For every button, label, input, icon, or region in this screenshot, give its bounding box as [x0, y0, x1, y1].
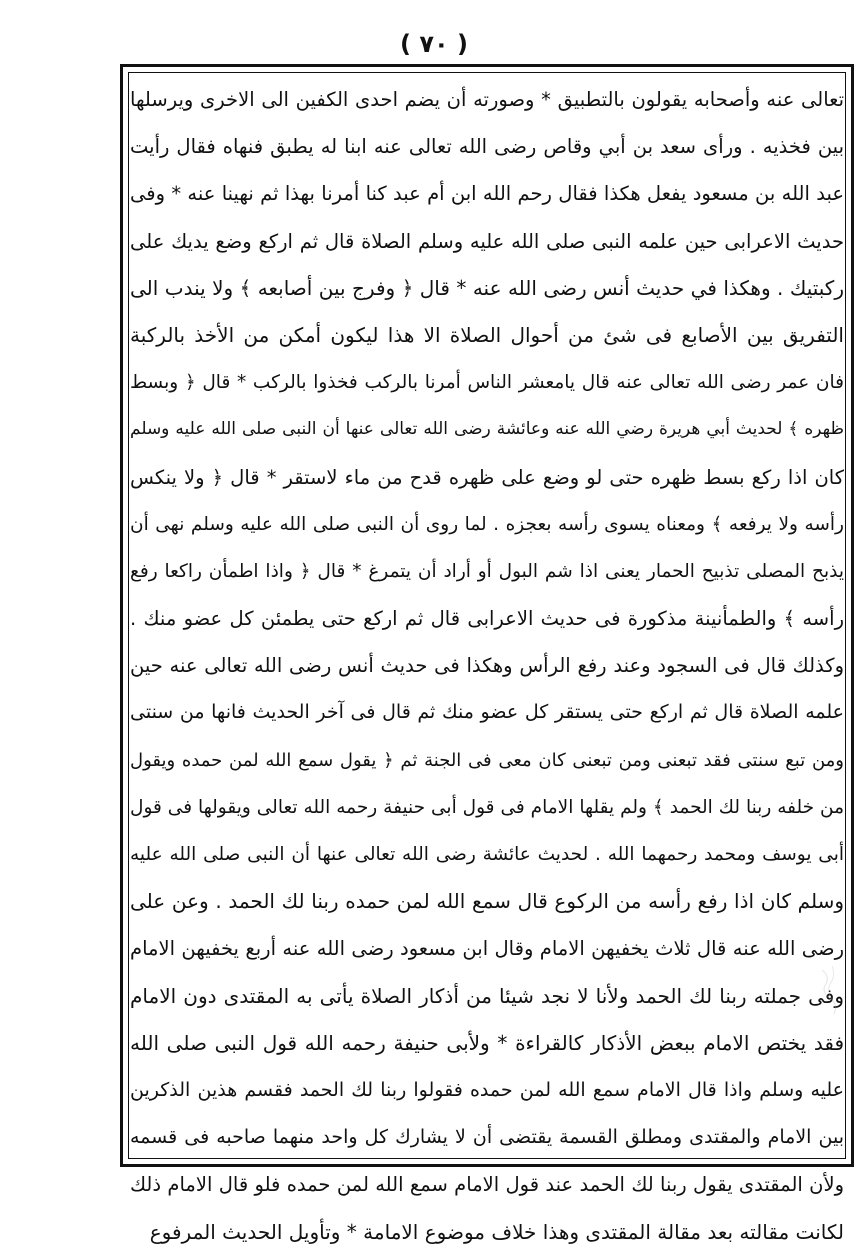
- text-line: رأسه ولا يرفعه ﴾ ومعناه يسوى رأسه بعجزه . لما روى أن النبى صلى الله عليه وسلم نهى أن: [130, 513, 844, 535]
- text-line: بين الامام والمقتدى ومطلق القسمة يقتضى أن لا يشارك كل واحد منهما صاحبه فى قسمه: [130, 1126, 844, 1149]
- text-line: من خلفه ربنا لك الحمد ﴾ ولم يقلها الامام فى قول أبى حنيفة رحمه الله تعالى ويقولها فى قول: [130, 796, 844, 818]
- text-line: كان اذا ركع بسط ظهره حتى لو وضع على ظهره قدح من ماء لاستقر * قال ﴿ ولا ينكس: [130, 465, 844, 489]
- text-line: يذبح المصلى تذبيح الحمار يعنى اذا شم البول أو أراد أن يتمرغ * قال ﴿ واذا اطمأن راكعا رفع: [130, 560, 844, 582]
- text-line: تعالى عنه وأصحابه يقولون بالتطبيق * وصورته أن يضم احدى الكفين الى الاخرى ويرسلها: [130, 88, 844, 111]
- text-line: عليه وسلم واذا قال الامام سمع الله لمن حمده فقولوا ربنا لك الحمد فقسم هذين الذكرين: [130, 1078, 844, 1101]
- text-line: علمه الصلاة قال ثم اركع حتى يستقر كل عضو منك ثم قال فى آخر الحديث فانها من سنتى: [130, 701, 844, 724]
- text-line: حديث الاعرابى حين علمه النبى صلى الله عليه وسلم الصلاة قال ثم اركع وضع يديك على: [130, 229, 844, 253]
- text-line: وسلم كان اذا رفع رأسه من الركوع قال سمع الله لمن حمده ربنا لك الحمد . وعن على: [130, 889, 844, 914]
- margin-smudge: [816, 960, 844, 1020]
- text-line: التفريق بين الأصابع فى شئ من أحوال الصلاة الا هذا ليكون أمكن من الأخذ بالركبة: [130, 322, 844, 347]
- text-line: وكذلك قال فى السجود وعند رفع الرأس وهكذا فى حديث أنس رضى الله تعالى عنه حين: [130, 654, 844, 678]
- text-line: رضى الله عنه قال ثلاث يخفيهن الامام وقال ابن مسعود رضى الله عنه أربع يخفيهن الامام: [130, 937, 844, 961]
- text-line: وفى جملته ربنا لك الحمد ولأنا لا نجد شيئا من أذكار الصلاة يأتى به المقتدى دون الامام: [130, 983, 844, 1008]
- text-line: فقد يختص الامام ببعض الأذكار كالقراءة * ولأبى حنيفة رحمه الله قول النبى صلى الله: [130, 1030, 844, 1055]
- text-line: ركبتيك . وهكذا في حديث أنس رضى الله عنه * قال ﴿ وفرج بين أصابعه ﴾ ولا يندب الى: [130, 275, 844, 300]
- text-line: أبى يوسف ومحمد رحمهما الله . لحديث عائشة رضى الله تعالى عنها أن النبى صلى الله عليه: [130, 844, 844, 865]
- text-line: عبد الله بن مسعود يفعل هكذا فقال رحم الله ابن أم عبد كنا أمرنا بهذا ثم نهينا عنه * وفى: [130, 182, 844, 206]
- text-line: فان عمر رضى الله تعالى عنه قال يامعشر الناس أمرنا بالركب فخذوا بالركب * قال ﴿ وبسط: [130, 372, 844, 394]
- page-number: ( ٧٠ ): [400, 30, 468, 58]
- text-line: ولأن المقتدى يقول ربنا لك الحمد عند قول الامام سمع الله لمن حمده فلو قال الامام ذلك: [130, 1173, 844, 1197]
- text-line: لكانت مقالته بعد مقالة المقتدى وهذا خلاف موضوع الامامة * وتأويل الحديث المرفوع: [149, 1219, 844, 1244]
- body-text: [130, 76, 844, 1256]
- text-line: رأسه ﴾ والطمأنينة مذكورة فى حديث الاعرابى قال ثم اركع حتى يطمئن كل عضو منك .: [130, 607, 844, 631]
- text-line: ظهره ﴾ لحديث أبي هريرة رضي الله عنه وعائشة رضى الله تعالى عنها أن النبى صلى الله عليه وسلم: [130, 419, 844, 440]
- text-line: ومن تبع سنتى فقد تبعنى ومن تبعنى كان معى فى الجنة ثم ﴿ يقول سمع الله لمن حمده ويقول: [130, 749, 844, 771]
- text-line: بين فخذيه . ورأى سعد بن أبي وقاص رضى الله تعالى عنه ابنا له يطبق فنهاه فقال رأيت: [130, 135, 844, 159]
